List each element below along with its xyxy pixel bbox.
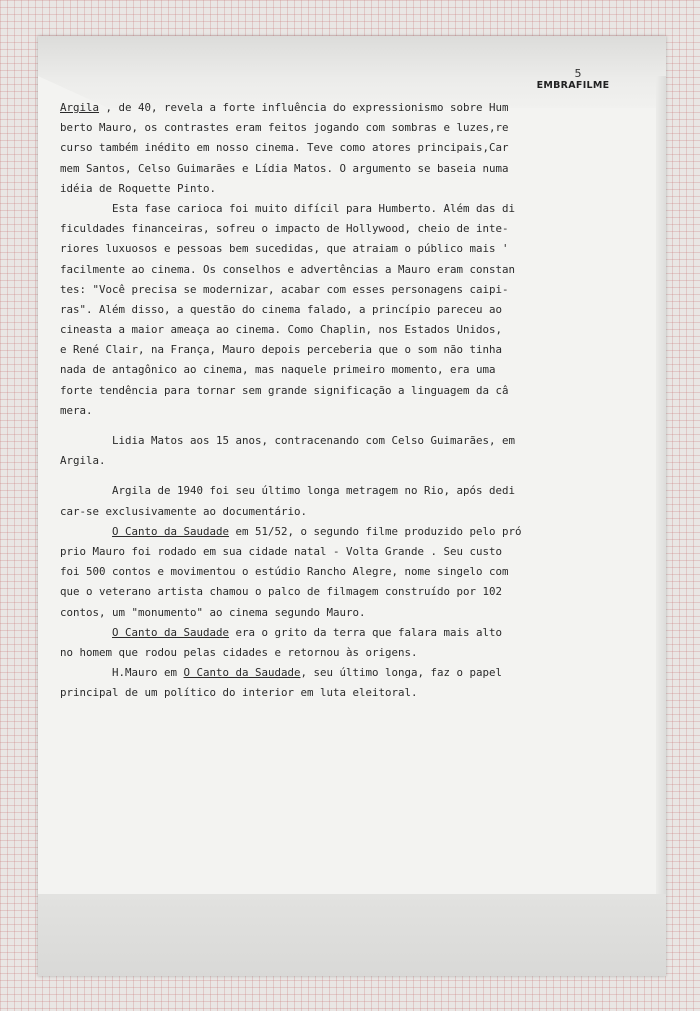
text-line: principal de um político do interior em luta eleitoral.: [60, 686, 418, 700]
text-line: cineasta a maior ameaça ao cinema. Como Chaplin, nos Estados Unidos,: [60, 323, 503, 337]
typed-text-body: [60, 98, 620, 703]
text-line: mera.: [60, 403, 93, 417]
text-line: Esta fase carioca foi muito difícil para Humberto. Além das di: [112, 201, 516, 215]
text-line: que o veterano artista chamou o palco de filmagem construído por 102: [60, 585, 503, 599]
text-line: foi 500 contos e movimentou o estúdio Rancho Alegre, nome singelo com: [60, 565, 509, 579]
folded-bottom-edge: [38, 894, 666, 976]
underlined-title: Argila: [60, 101, 100, 114]
text-line: ras". Além disso, a questão do cinema falado, a princípio pareceu ao: [60, 302, 503, 316]
paper-right-edge: [656, 76, 666, 926]
text-line: forte tendência para tornar sem grande significação a linguagem da câ: [60, 383, 509, 397]
text-line: no homem que rodou pelas cidades e retornou às origens.: [60, 645, 418, 659]
text-line: ficuldades financeiras, sofreu o impacto de Hollywood, cheio de inte-: [60, 222, 509, 236]
text-line: e René Clair, na França, Mauro depois perceberia que o som não tinha: [60, 343, 503, 357]
text-line: idéia de Roquette Pinto.: [60, 181, 217, 195]
text-line: curso também inédito em nosso cinema. Teve como atores principais,Car: [60, 141, 509, 155]
text-line: prio Mauro foi rodado em sua cidade natal - Volta Grande . Seu custo: [60, 544, 503, 558]
text-line: facilmente ao cinema. Os conselhos e advertências a Mauro eram constan: [60, 262, 516, 276]
text-line: Lidia Matos aos 15 anos, contracenando com Celso Guimarães, em: [112, 434, 516, 447]
text-line: riores luxuosos e pessoas bem sucedidas, que atraiam o público mais ': [60, 242, 509, 256]
text-line: nada de antagônico ao cinema, mas naquele primeiro momento, era uma: [60, 363, 496, 377]
text-line: mem Santos, Celso Guimarães e Lídia Matos. O argumento se baseia numa: [60, 161, 509, 175]
paragraph-gap: [60, 421, 620, 431]
text-line: Argila , de 40, revela a forte influência do expressionismo sobre Hum: [60, 101, 509, 114]
underlined-title: O Canto da Saudade: [112, 625, 230, 639]
letterhead: EMBRAFILME: [536, 80, 610, 91]
text-line: tes: "Você precisa se modernizar, acabar com esses personagens caipi-: [60, 282, 509, 296]
text-line: contos, um "monumento" ao cinema segundo Mauro.: [60, 605, 366, 619]
text-line: Argila de 1940 foi seu último longa metragem no Rio, após dedi: [112, 484, 516, 498]
text-line: H.Mauro em O Canto da Saudade, seu último longa, faz o papel: [112, 666, 503, 680]
underlined-title: O Canto da Saudade: [112, 524, 230, 538]
page-number: 5: [574, 67, 582, 80]
text-line: car-se exclusivamente ao documentário.: [60, 504, 308, 518]
text-line: berto Mauro, os contrastes eram feitos jogando com sombras e luzes,re: [60, 121, 509, 135]
underlined-title: O Canto da Saudade: [183, 666, 301, 680]
paragraph-gap: [60, 471, 620, 481]
text-line: Argila.: [60, 454, 106, 468]
text-line: O Canto da Saudade em 51/52, o segundo filme produzido pelo pró: [112, 524, 522, 538]
text-line: O Canto da Saudade era o grito da terra que falara mais alto: [112, 625, 503, 639]
